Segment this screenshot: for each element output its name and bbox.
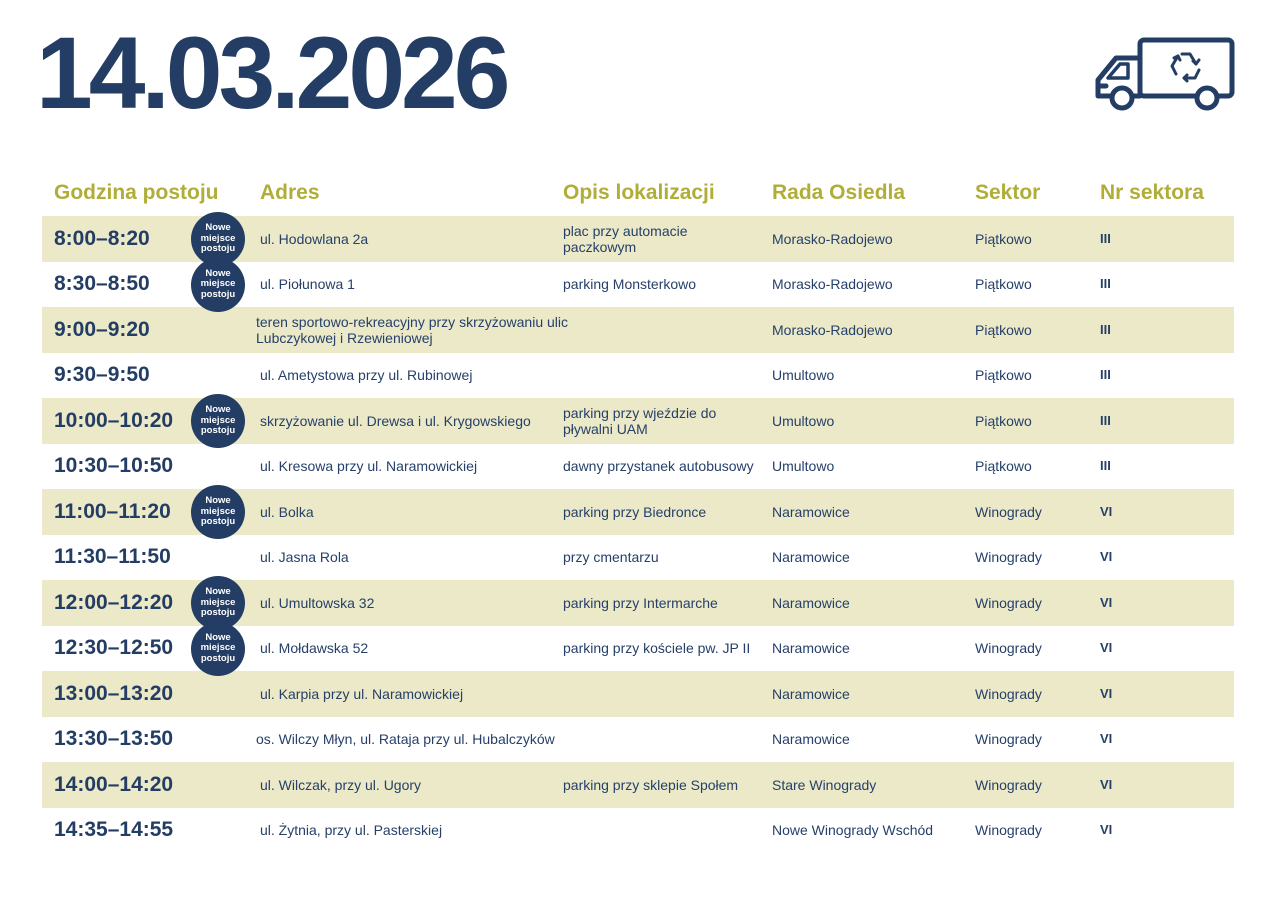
row-opis [563, 353, 763, 399]
row-nr-sektora: VI [1100, 503, 1113, 519]
header-opis: Opis lokalizacji [563, 181, 715, 204]
row-rada: Stare Winogrady [772, 776, 877, 793]
badge-text: miejsce [200, 414, 236, 426]
row-nr-sektora: III [1100, 458, 1111, 474]
table-row [42, 262, 1234, 308]
row-opis: dawny przystanek autobusowy [563, 458, 754, 475]
row-rada: Naramowice [772, 594, 850, 611]
row-adres: skrzyżowanie ul. Drewsa i ul. Krygowskiego [260, 412, 531, 429]
row-rada: Umultowo [772, 458, 835, 475]
row-sektor: Piątkowo [975, 412, 1032, 429]
badge-text: postoju [200, 243, 236, 255]
table-row [42, 762, 1234, 808]
row-nr-sektora: III [1100, 230, 1111, 246]
new-stop-badge [191, 485, 245, 539]
row-sektor: Piątkowo [975, 230, 1032, 247]
row-time: 13:00–13:20 [54, 681, 174, 705]
row-time: 11:00–11:20 [54, 499, 171, 523]
row-opis: parking przy wjeździe do pływalni UAM [563, 404, 717, 437]
table-row [42, 398, 1234, 444]
row-adres: teren sportowo-rekreacyjny przy skrzyżowaniu ulic Lubczykowej i Rzewieniowej [256, 313, 568, 346]
row-sektor: Piątkowo [975, 321, 1032, 338]
row-adres: ul. Karpia przy ul. Naramowickiej [260, 685, 464, 702]
badge-text: postoju [200, 607, 236, 619]
badge-text: Nowe [205, 631, 231, 643]
row-opis: parking przy kościele pw. JP II [563, 640, 751, 657]
row-adres: ul. Piołunowa 1 [260, 276, 355, 293]
row-opis [563, 808, 763, 854]
row-opis [563, 717, 763, 763]
schedule-table [42, 174, 1234, 853]
row-time: 12:00–12:20 [54, 590, 174, 614]
table-row [42, 444, 1234, 490]
row-sektor: Piątkowo [975, 458, 1032, 475]
row-nr-sektora: VI [1100, 776, 1113, 792]
row-sektor: Winogrady [975, 822, 1042, 839]
badge-text: Nowe [205, 495, 231, 507]
row-rada: Umultowo [772, 412, 835, 429]
row-rada: Nowe Winogrady Wschód [772, 822, 934, 839]
table-row [42, 535, 1234, 581]
row-time: 8:30–8:50 [54, 272, 150, 296]
table-row [42, 808, 1234, 854]
table-row [42, 580, 1234, 626]
row-nr-sektora: VI [1100, 594, 1113, 610]
new-stop-badge [191, 622, 245, 676]
row-adres: ul. Wilczak, przy ul. Ugory [260, 776, 422, 793]
row-rada: Morasko-Radojewo [772, 321, 893, 338]
row-rada: Naramowice [772, 640, 850, 657]
row-time: 14:00–14:20 [54, 772, 174, 796]
row-sektor: Winogrady [975, 503, 1042, 520]
table-row [42, 216, 1234, 262]
row-adres: ul. Ametystowa przy ul. Rubinowej [260, 367, 473, 384]
badge-text: postoju [200, 516, 236, 528]
header-adres: Adres [260, 181, 320, 204]
table-body [42, 216, 1234, 853]
badge-text: Nowe [205, 586, 231, 598]
row-rada: Morasko-Radojewo [772, 230, 893, 247]
badge-text: miejsce [200, 278, 236, 290]
row-opis: parking przy Intermarche [563, 594, 718, 611]
badge-text: postoju [200, 652, 236, 664]
badge-text: miejsce [200, 596, 236, 608]
row-nr-sektora: III [1100, 276, 1111, 292]
row-rada: Naramowice [772, 685, 850, 702]
row-rada: Naramowice [772, 503, 850, 520]
page-title-date: 14.03.2026 [36, 16, 507, 130]
row-sektor: Winogrady [975, 731, 1042, 748]
row-time: 12:30–12:50 [54, 636, 174, 660]
table-header [42, 174, 1234, 216]
row-time: 13:30–13:50 [54, 727, 174, 751]
badge-text: miejsce [200, 505, 236, 517]
badge-text: postoju [200, 288, 236, 300]
row-opis [563, 307, 763, 353]
row-opis: przy cmentarzu [563, 549, 659, 566]
row-adres: ul. Bolka [260, 503, 314, 520]
badge-text: miejsce [200, 232, 236, 244]
row-rada: Naramowice [772, 731, 850, 748]
badge-text: Nowe [205, 404, 231, 416]
badge-text: miejsce [200, 642, 236, 654]
row-nr-sektora: VI [1100, 685, 1113, 701]
table-row [42, 717, 1234, 763]
new-stop-badge [191, 258, 245, 312]
row-time: 11:30–11:50 [54, 545, 171, 569]
row-rada: Naramowice [772, 549, 850, 566]
row-opis: plac przy automacie paczkowym [563, 222, 688, 255]
row-opis: parking przy Biedronce [563, 503, 707, 520]
row-sektor: Winogrady [975, 640, 1042, 657]
recycling-truck-icon [1092, 36, 1236, 116]
header-godzina: Godzina postoju [54, 181, 219, 204]
row-nr-sektora: III [1100, 367, 1111, 383]
row-time: 9:00–9:20 [54, 317, 150, 341]
row-time: 10:30–10:50 [54, 454, 174, 478]
row-time: 10:00–10:20 [54, 408, 174, 432]
row-time: 9:30–9:50 [54, 363, 150, 387]
row-time: 14:35–14:55 [54, 818, 174, 842]
row-nr-sektora: III [1100, 321, 1111, 337]
table-row [42, 489, 1234, 535]
row-sektor: Winogrady [975, 594, 1042, 611]
row-nr-sektora: VI [1100, 731, 1113, 747]
row-opis: parking Monsterkowo [563, 276, 697, 293]
row-nr-sektora: VI [1100, 549, 1113, 565]
header-rada: Rada Osiedla [772, 181, 906, 204]
badge-text: Nowe [205, 222, 231, 234]
row-time: 8:00–8:20 [54, 226, 150, 250]
table-row [42, 626, 1234, 672]
table-row [42, 307, 1234, 353]
row-sektor: Winogrady [975, 685, 1042, 702]
row-opis [563, 671, 763, 717]
row-adres: ul. Hodowlana 2a [260, 230, 369, 247]
table-row [42, 671, 1234, 717]
row-adres: ul. Kresowa przy ul. Naramowickiej [260, 458, 478, 475]
header-nr: Nr sektora [1100, 181, 1204, 204]
row-adres: ul. Umultowska 32 [260, 594, 375, 611]
table-row [42, 353, 1234, 399]
row-adres: ul. Jasna Rola [260, 549, 349, 566]
row-rada: Umultowo [772, 367, 835, 384]
row-adres: ul. Mołdawska 52 [260, 640, 369, 657]
new-stop-badge [191, 394, 245, 448]
row-adres: os. Wilczy Młyn, ul. Rataja przy ul. Hubalczyków [256, 731, 555, 748]
badge-text: Nowe [205, 267, 231, 279]
row-sektor: Winogrady [975, 776, 1042, 793]
row-sektor: Piątkowo [975, 367, 1032, 384]
row-rada: Morasko-Radojewo [772, 276, 893, 293]
row-nr-sektora: VI [1100, 640, 1113, 656]
row-sektor: Piątkowo [975, 276, 1032, 293]
badge-text: postoju [200, 425, 236, 437]
row-sektor: Winogrady [975, 549, 1042, 566]
row-nr-sektora: III [1100, 412, 1111, 428]
row-opis: parking przy sklepie Społem [563, 776, 739, 793]
header-sektor: Sektor [975, 181, 1041, 204]
row-adres: ul. Żytnia, przy ul. Pasterskiej [260, 822, 443, 839]
row-nr-sektora: VI [1100, 822, 1113, 838]
